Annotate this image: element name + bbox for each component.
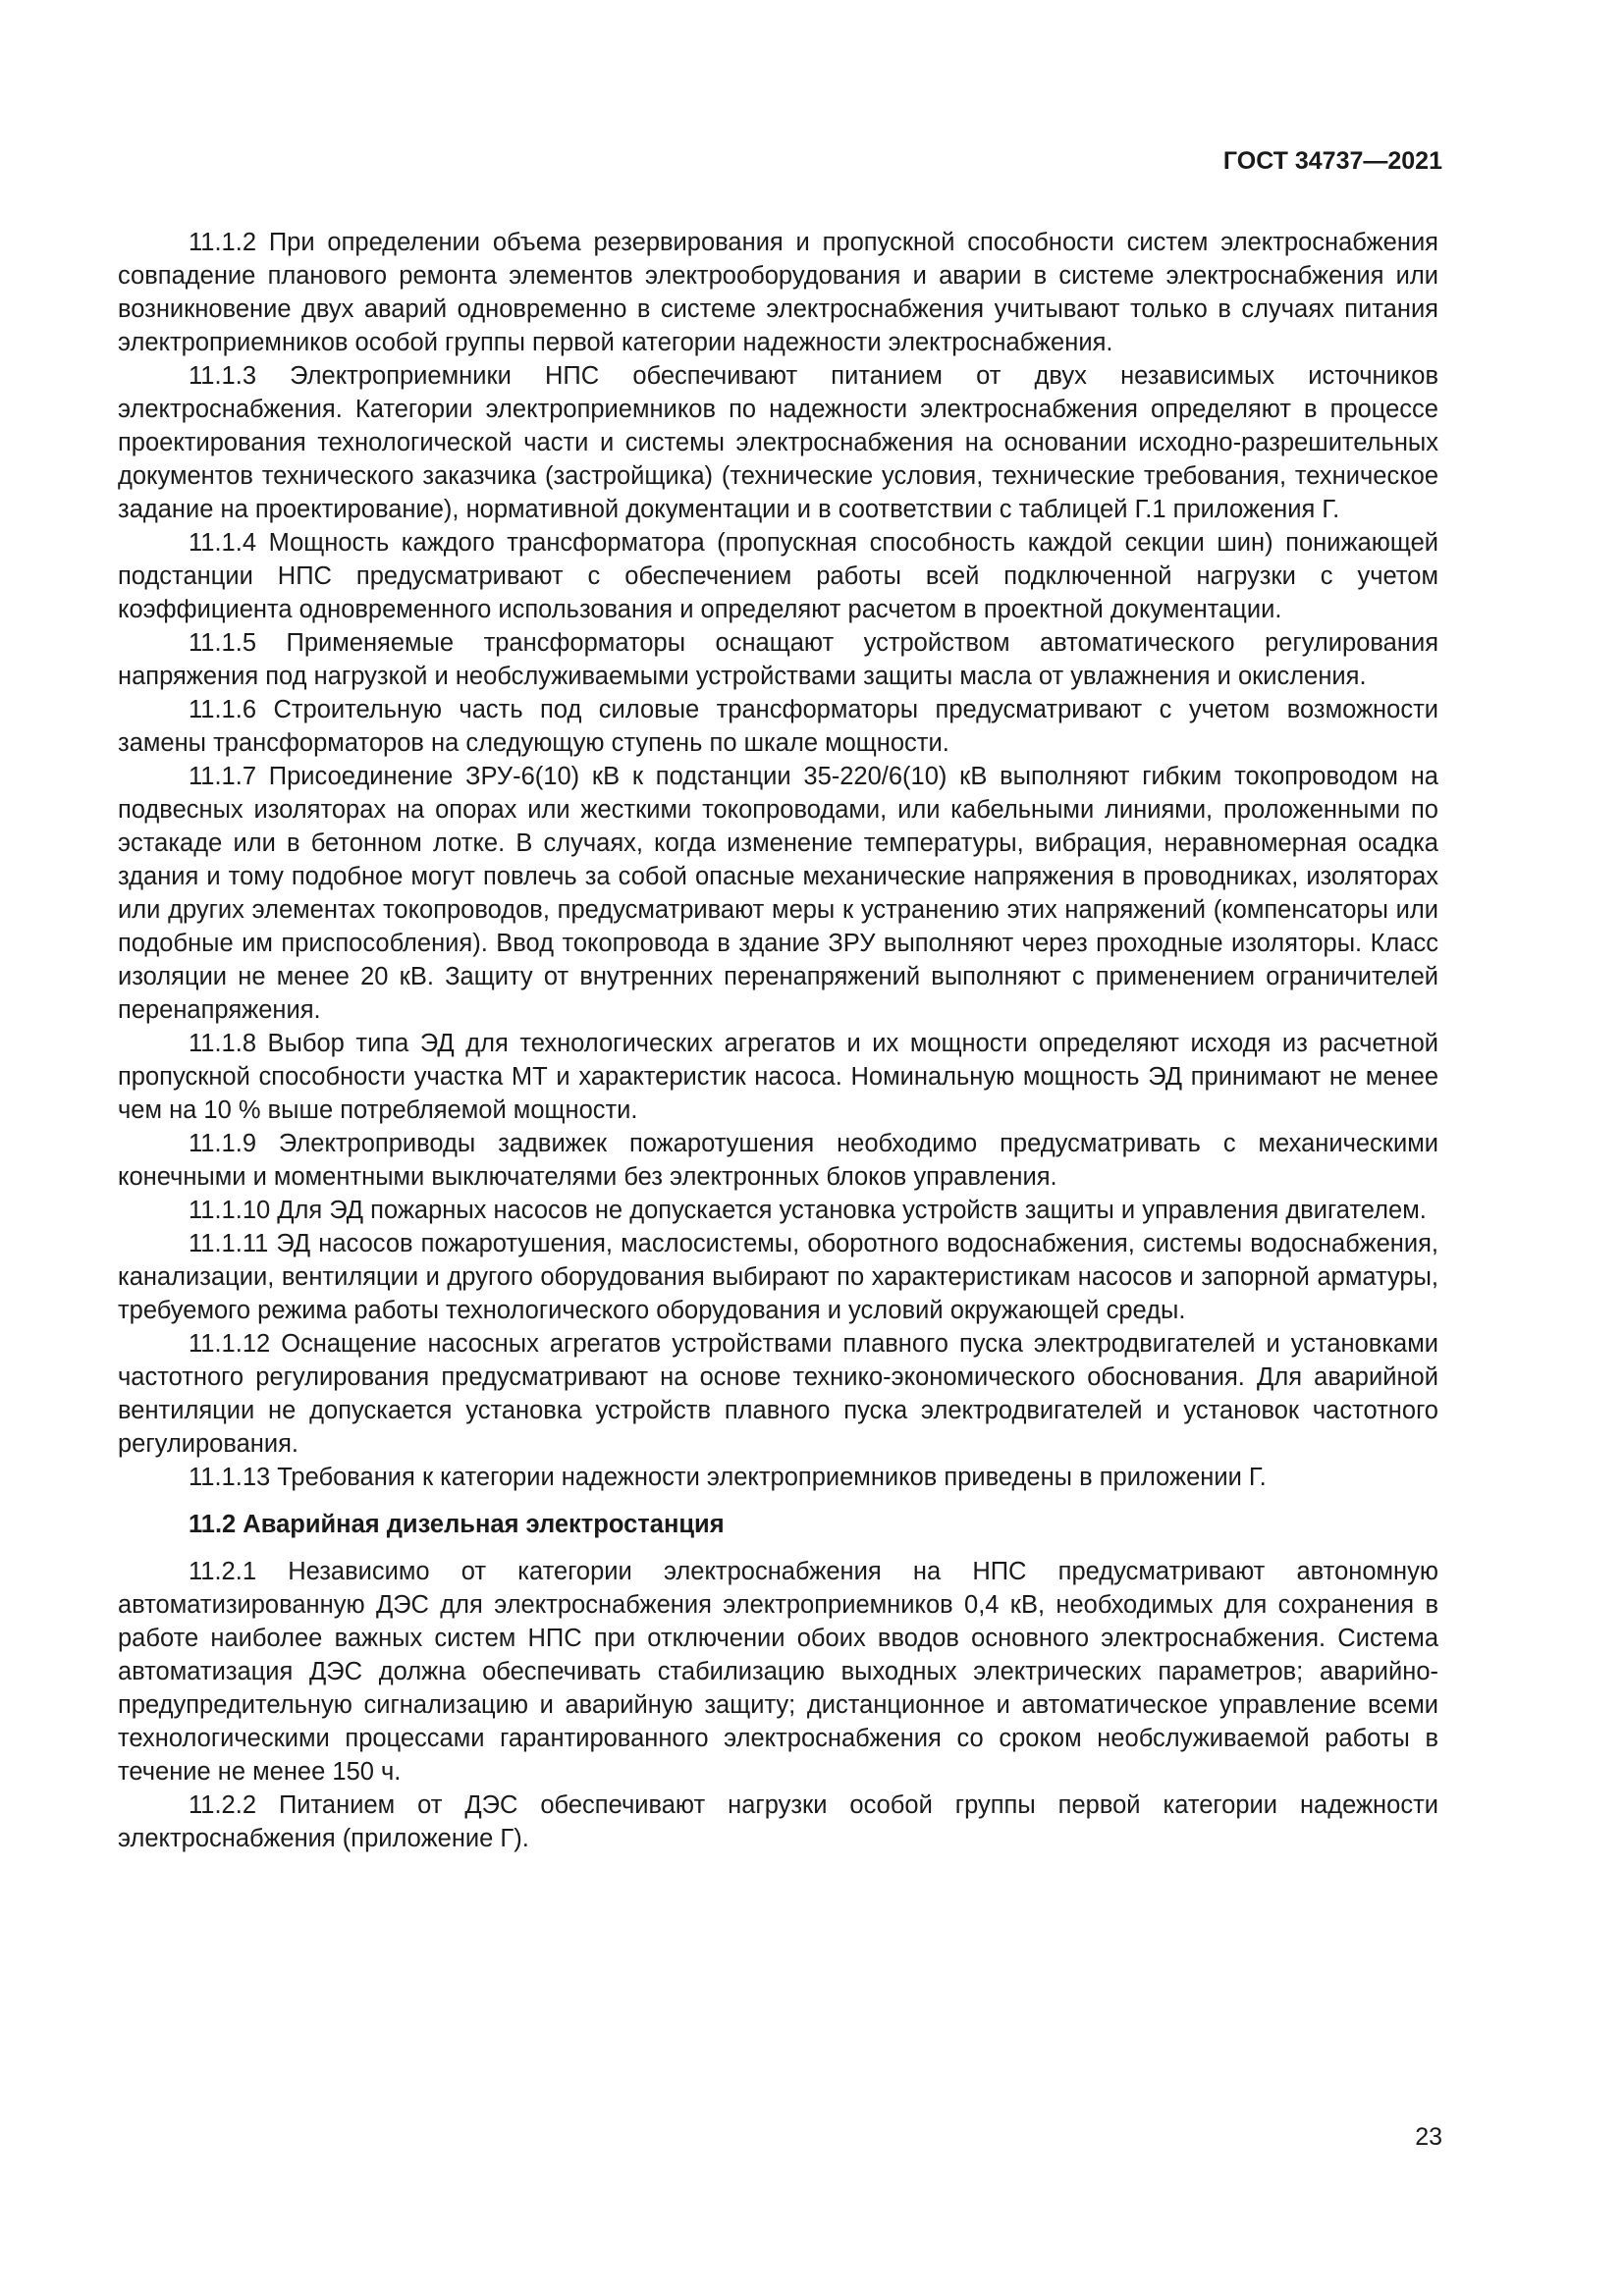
paragraph-11-1-8: 11.1.8 Выбор типа ЭД для технологических агрегатов и их мощности определяют исходя из расчетной пропускной способности участка МТ и характеристик насоса. Номинальную мощность ЭД принимают не менее чем на 10 % выше потребляемой мощности. xyxy=(118,1030,1438,1124)
paragraph-11-1-5: 11.1.5 Применяемые трансформаторы оснащают устройством автоматического регулирования напряжения под нагрузкой и необслуживаемыми устройствами защиты масла от увлажнения и окисления. xyxy=(118,629,1438,690)
paragraph-11-1-13: 11.1.13 Требования к категории надежности электроприемников приведены в приложении Г. xyxy=(189,1464,1267,1491)
paragraph-11-1-11: 11.1.11 ЭД насосов пожаротушения, маслосистемы, оборотного водоснабжения, системы водоснабжения, канализации, вентиляции и другого оборудования выбирают по характеристикам насосов и запорной арматуры, требуемого режима работы технологического оборудования и условий окружающей среды. xyxy=(118,1230,1438,1324)
paragraph-11-1-12: 11.1.12 Оснащение насосных агрегатов устройствами плавного пуска электродвигателей и установками частотного регулирования предусматривают на основе технико-экономического обоснования. Для аварийной вентиляции не допускается установка устройств плавного пуска электродвигателей и установок частотного регулирования. xyxy=(118,1330,1438,1458)
paragraph-11-1-3: 11.1.3 Электроприемники НПС обеспечивают питанием от двух независимых источников электроснабжения. Категории электроприемников по надежности электроснабжения определяют в процессе проектирования технологической части и системы электроснабжения на основании исходно-разрешительных документов технического заказчика (застройщика) (технические условия, технические требования, техническое задание на проектирование), нормативной документации и в соответствии с таблицей Г.1 приложения Г. xyxy=(118,362,1438,523)
paragraph-11-1-6: 11.1.6 Строительную часть под силовые трансформаторы предусматривают с учетом возможности замены трансформаторов на следующую ступень по шкале мощности. xyxy=(118,696,1438,757)
paragraph-11-2-1: 11.2.1 Независимо от категории электроснабжения на НПС предусматривают автономную автоматизированную ДЭС для электроснабжения электроприемников 0,4 кВ, необходимых для сохранения в работе наиболее важных систем НПС при отключении обоих вводов основного электроснабжения. Система автоматизация ДЭС должна обеспечивать стабилизацию выходных электрических параметров; аварийно-предупредительную сигнализацию и аварийную защиту; дистанционное и автоматическое управление всеми технологическими процессами гарантированного электроснабжения со сроком необслуживаемой работы в течение не менее 150 ч. xyxy=(118,1558,1438,1786)
paragraph-11-1-7: 11.1.7 Присоединение ЗРУ-6(10) кВ к подстанции 35-220/6(10) кВ выполняют гибким токопроводом на подвесных изоляторах на опорах или жесткими токопроводами, или кабельными линиями, проложенными по эстакаде или в бетонном лотке. В случаях, когда изменение температуры, вибрация, неравномерная осадка здания и тому подобное могут повлечь за собой опасные механические напряжения в проводниках, изоляторах или других элементах токопроводов, предусматривают меры к устранению этих напряжений (компенсаторы или подобные им приспособления). Ввод токопровода в здание ЗРУ выполняют через проходные изоляторы. Класс изоляции не менее 20 кВ. Защиту от внутренних перенапряжений выполняют с применением ограничителей перенапряжения. xyxy=(118,763,1438,1024)
paragraph-11-2-2: 11.2.2 Питанием от ДЭС обеспечивают нагрузки особой группы первой категории надежности электроснабжения (приложение Г). xyxy=(118,1791,1438,1852)
paragraph-11-1-2: 11.1.2 При определении объема резервирования и пропускной способности систем электроснабжения совпадение планового ремонта элементов электрооборудования и аварии в системе электроснабжения или возникновение двух аварий одновременно в системе электроснабжения учитывают только в случаях питания электроприемников особой группы первой категории надежности электроснабжения. xyxy=(118,229,1438,356)
paragraph-11-1-10: 11.1.10 Для ЭД пожарных насосов не допускается установка устройств защиты и управления двигателем. xyxy=(189,1197,1427,1224)
paragraph-11-1-4: 11.1.4 Мощность каждого трансформатора (пропускная способность каждой секции шин) понижающей подстанции НПС предусматривают с обеспечением работы всей подключенной нагрузки с учетом коэффициента одновременного использования и определяют расчетом в проектной документации. xyxy=(118,529,1438,623)
document-body xyxy=(118,226,1438,1855)
page-number: 23 xyxy=(1415,2123,1442,2151)
paragraph-11-1-9: 11.1.9 Электроприводы задвижек пожаротушения необходимо предусматривать с механическими конечными и моментными выключателями без электронных блоков управления. xyxy=(118,1130,1438,1191)
section-heading-11-2: 11.2 Аварийная дизельная электростанция xyxy=(189,1511,725,1538)
document-code-header: ГОСТ 34737—2021 xyxy=(1222,147,1442,175)
